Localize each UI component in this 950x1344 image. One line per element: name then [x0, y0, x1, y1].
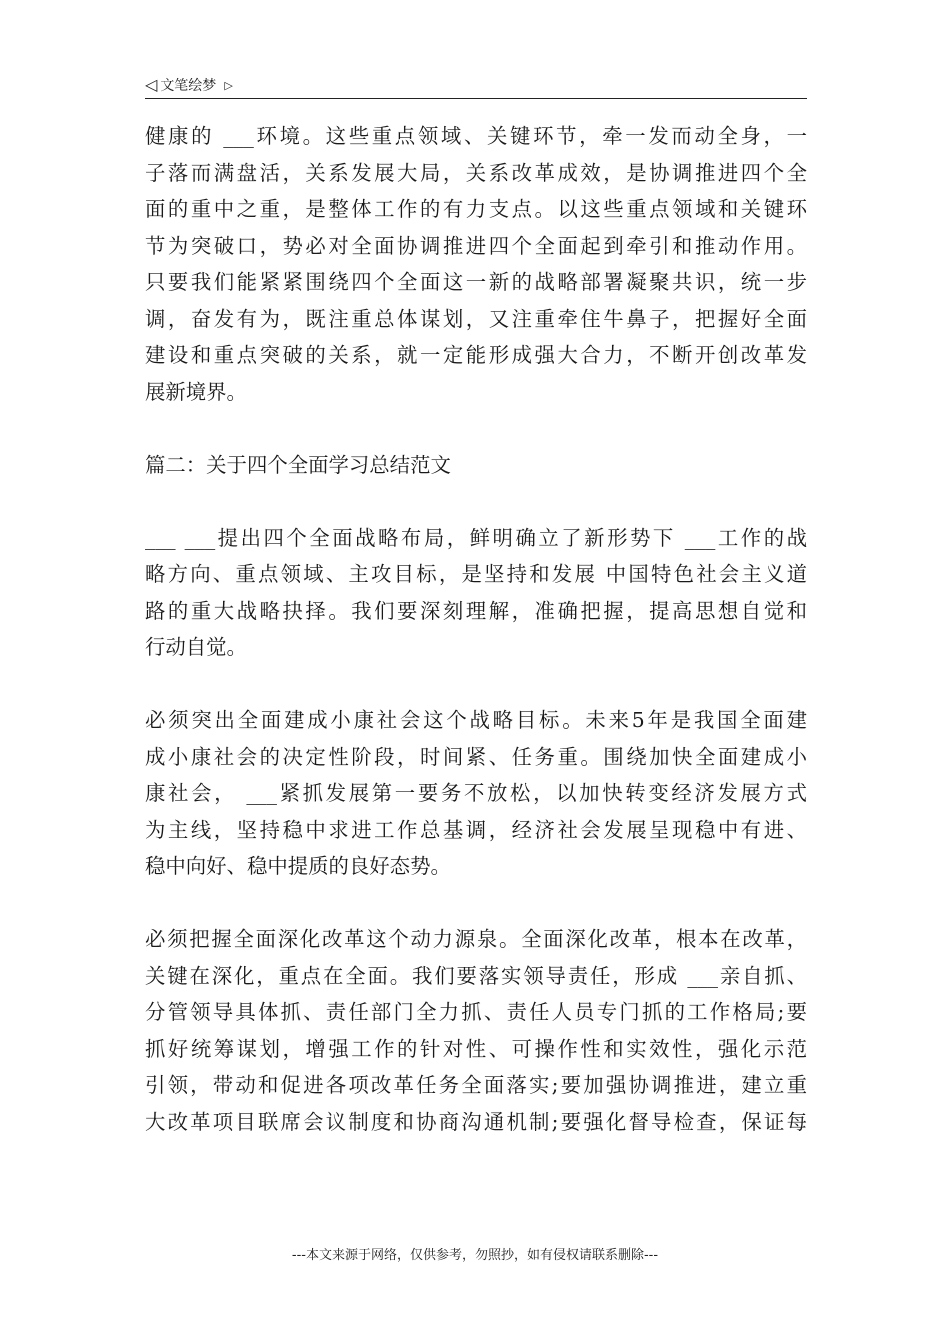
text-line: 成小康社会的决定性阶段，时间紧、任务重。围绕加快全面建成小: [145, 744, 807, 769]
text-line: 引领，带动和促进各项改革任务全面落实;要加强协调推进，建立重: [145, 1073, 807, 1097]
text-line: 关键在深化，重点在全面。我们要落实领导责任，形成 ___亲自抓、: [145, 963, 807, 988]
paragraph: [145, 520, 807, 666]
text-line: 稳中向好、稳中提质的良好态势。: [145, 854, 451, 878]
paragraph: [145, 921, 807, 1140]
text-line: 子落而满盘活，关系发展大局，关系改革成效，是协调推进四个全: [145, 160, 807, 185]
text-line: 节为突破口，势必对全面协调推进四个全面起到牵引和推动作用。: [145, 233, 807, 258]
text-line: 只要我们能紧紧围绕四个全面这一新的战略部署凝聚共识，统一步: [145, 270, 807, 294]
text-line: 展新境界。: [145, 379, 247, 404]
text-line: 略方向、重点领域、主攻目标，是坚持和发展 中国特色社会主义道: [145, 562, 807, 586]
triangle-right-icon: ▷: [224, 78, 233, 92]
page-header: [145, 72, 807, 99]
text-line: 抓好统筹谋划，增强工作的针对性、可操作性和实效性，强化示范: [145, 1036, 807, 1061]
text-line: 康社会， ___紧抓发展第一要务不放松，以加快转变经济发展方式: [145, 781, 807, 805]
text-line: 建设和重点突破的关系，就一定能形成强大合力，不断开创改革发: [145, 343, 807, 367]
text-line: 必须突出全面建成小康社会这个战略目标。未来5年是我国全面建: [145, 708, 807, 732]
text-line: 路的重大战略抉择。我们要深刻理解，准确把握，提高思想自觉和: [145, 598, 807, 623]
text-line: 必须把握全面深化改革这个动力源泉。全面深化改革，根本在改革，: [145, 927, 807, 951]
text-line: 面的重中之重，是整体工作的有力支点。以这些重点领域和关键环: [145, 197, 807, 221]
text-line: 行动自觉。: [145, 635, 247, 659]
text-line: ___ ___提出四个全面战略布局，鲜明确立了新形势下 ___工作的战: [145, 525, 807, 550]
section-heading: [145, 447, 807, 484]
paragraph: [145, 702, 807, 885]
text-line: 为主线，坚持稳中求进工作总基调，经济社会发展呈现稳中有进、: [145, 817, 807, 842]
document-body: [145, 118, 807, 1140]
text-line: 健康的 ___环境。这些重点领域、关键环节，牵一发而动全身，一: [145, 124, 807, 148]
text-line: 分管领导具体抓、责任部门全力抓、责任人员专门抓的工作格局;要: [145, 1000, 807, 1024]
heading-line: 篇二：关于四个全面学习总结范文: [145, 452, 451, 477]
triangle-left-icon: ◁: [145, 75, 158, 94]
header-title: 文笔绘梦: [160, 78, 217, 94]
paragraph: [145, 118, 807, 410]
text-line: 大改革项目联席会议制度和协商沟通机制;要强化督导检查，保证每: [145, 1109, 807, 1134]
page-footer: ---本文来源于网络，仅供参考，勿照抄，如有侵权请联系删除---: [291, 1248, 659, 1263]
text-line: 调，奋发有为，既注重总体谋划，又注重牵住牛鼻子，把握好全面: [145, 306, 807, 331]
